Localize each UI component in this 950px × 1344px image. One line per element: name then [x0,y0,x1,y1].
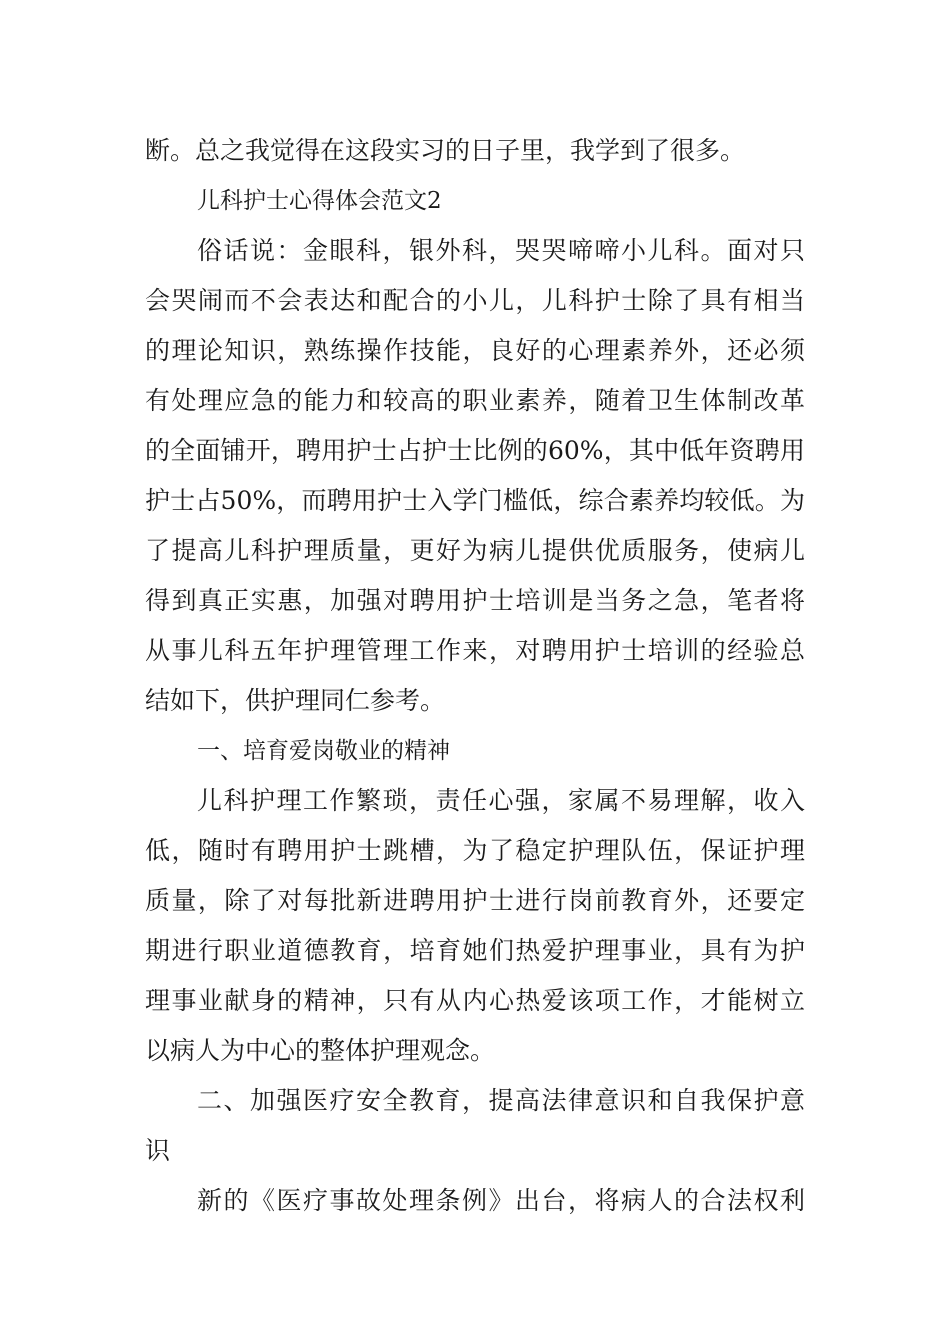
paragraph-line: 断。总之我觉得在这段实习的日子里，我学到了很多。 [145,136,746,165]
paragraph-line: 结如下，供护理同仁参考。 [145,686,446,715]
paragraph-line: 从事儿科五年护理管理工作来，对聘用护士培训的经验总 [145,636,805,665]
section-heading: 一、培育爱岗敬业的精神 [197,738,450,764]
paragraph-line: 得到真正实惠，加强对聘用护士培训是当务之急，笔者将 [145,586,805,615]
section-heading-continued: 识 [145,1136,171,1165]
paragraph-line: 理事业献身的精神，只有从内心热爱该项工作，才能树立 [145,986,805,1015]
paragraph-line: 护士占50%，而聘用护士入学门槛低，综合素养均较低。为 [145,486,805,515]
section-title: 儿科护士心得体会范文2 [197,188,442,214]
paragraph-line: 以病人为中心的整体护理观念。 [145,1036,496,1065]
paragraph-line: 质量，除了对每批新进聘用护士进行岗前教育外，还要定 [145,886,805,915]
paragraph-line: 新的《医疗事故处理条例》出台，将病人的合法权利 [197,1186,805,1215]
paragraph-line: 会哭闹而不会表达和配合的小儿，儿科护士除了具有相当 [145,286,805,315]
paragraph-line: 的理论知识，熟练操作技能，良好的心理素养外，还必须 [145,336,805,365]
section-heading: 二、加强医疗安全教育，提高法律意识和自我保护意 [197,1086,805,1115]
document-body [145,126,805,1226]
paragraph-line: 的全面铺开，聘用护士占护士比例的60%，其中低年资聘用 [145,436,805,465]
paragraph-line: 期进行职业道德教育，培育她们热爱护理事业，具有为护 [145,936,805,965]
paragraph-line: 了提高儿科护理质量，更好为病儿提供优质服务，使病儿 [145,536,805,565]
paragraph-line: 有处理应急的能力和较高的职业素养，随着卫生体制改革 [145,386,805,415]
paragraph-line: 俗话说：金眼科，银外科，哭哭啼啼小儿科。面对只 [197,236,805,265]
paragraph-line: 低，随时有聘用护士跳槽，为了稳定护理队伍，保证护理 [145,836,805,865]
paragraph-line: 儿科护理工作繁琐，责任心强，家属不易理解，收入 [197,786,805,815]
